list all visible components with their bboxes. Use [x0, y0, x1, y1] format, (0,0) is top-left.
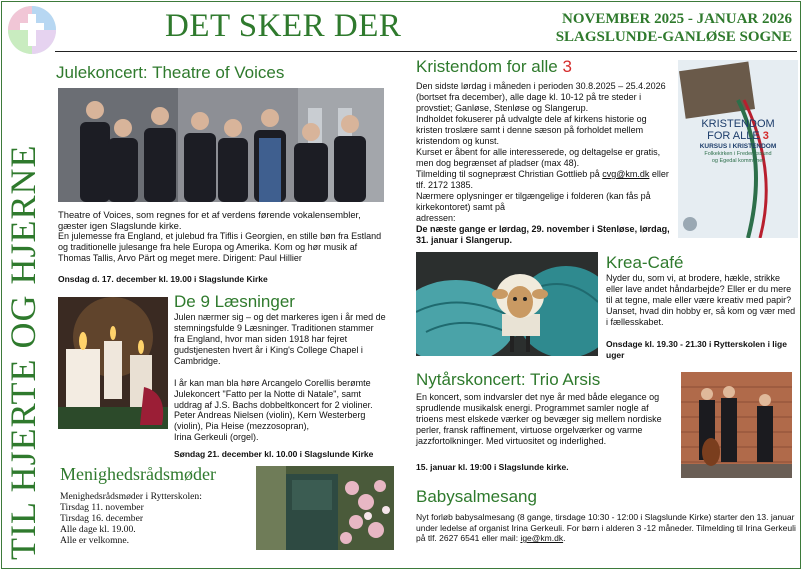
folder-text — [678, 118, 798, 165]
vertical-title: TIL HJERTE OG HJERNE — [3, 144, 43, 560]
kristendom-title — [416, 57, 572, 77]
laesninger-title: De 9 Læsninger — [174, 292, 295, 311]
menighed-schedule — [60, 491, 202, 546]
menighed-line: Alle er velkomne. — [60, 535, 129, 546]
kristendom-title-text: Kristendom for alle — [416, 57, 558, 76]
kristendom-p6: adressen: — [416, 213, 456, 223]
kristendom-p4-phone: eller tlf. 2172 1385. — [416, 169, 669, 190]
masthead-title: DET SKER DER — [165, 8, 402, 44]
menighed-line: Tirsdag 16. december — [60, 513, 144, 524]
folder-line4: Folkekirken i Frederikssund — [704, 151, 772, 157]
performers-line: (violin), Pia Heise (mezzosopran), — [174, 421, 310, 431]
kristendom-title-num: 3 — [562, 57, 572, 76]
julekoncert-lead: Theatre of Voices, som regnes for et af verdens førende vokalensembler, gæster igen Slagslunde kirke. — [58, 209, 361, 231]
laesninger-program: I år kan man bla høre Arcangelo Corellis berømte Julekoncert "Fatto per la Notte di Natale", samt uddrag af J.S. Bachs dobbeltkoncert for 2 violiner. — [174, 378, 373, 410]
krea-body: Nyder du, som vi, at brodere, hækle, strikke eller lave andet håndarbejde? Eller er du mere til at tegne, male eller være kreativ med papir? Uanset, hvad din hobby er, så kom og vær med i fællesskabet. — [606, 273, 796, 327]
julekoncert-body: En julemesse fra England, et julebud fra Tiflis i Georgien, en stille bøn fra Estland og traditionelle julesange fra hele Europa og Amerika. Kom og hør musik af Thomas Tallis, Arvo Pärt og meget mere. Dirigent: Paul Hillier — [58, 231, 382, 263]
masthead-rule — [55, 51, 797, 52]
performers-line: Irina Gerkeuli (orgel). — [174, 432, 259, 442]
nytaar-body: En koncert, som indvarsler det nye år med både elegance og sprudlende musikalsk energi. Programmet samler nogle af trioens mest elskede værker og bevæger sig mellem nordiske perler, fransk raffinement, virtuose orgelværker og varme jazzfortolkninger. Med virtuositet og inderlighed. — [416, 392, 662, 446]
krea-title: Krea-Café — [606, 253, 684, 272]
church-logo — [6, 4, 58, 56]
baby-email-link[interactable]: ige@km.dk — [520, 533, 564, 543]
baby-text: Nyt forløb babysalmesang (8 gange, tirsdage 10:30 - 12:00 i Slagslunde Kirke) starter den 13. januar under ledelse af organist Irina Gerkeuli. For børn i alderen 3 -12 måneder. Tilmelding til Irina Gerkeuli på tlf. 2627 6541 eller mail: — [416, 512, 796, 543]
kristendom-p1: Den sidste lørdag i måneden i perioden 30.8.2025 – 25.4.2026 (bortset fra december), alle dage kl. 10-12 på tre steder i provstiet; Ganløse, Stenløse og Slangerup. — [416, 81, 666, 113]
masthead-date-block — [556, 10, 792, 46]
laesninger-when: Søndag 21. december kl. 10.00 i Slagslunde Kirke — [174, 449, 374, 459]
kristendom-p4-text: Tilmelding til sognepræst Christian Gottlieb på — [416, 169, 603, 179]
julekoncert-when: Onsdag d. 17. december kl. 19.00 i Slagslunde Kirke — [58, 274, 268, 284]
menighed-line: Menighedsrådsmøder i Rytterskolen: — [60, 491, 202, 502]
trio-photo — [681, 372, 792, 478]
folder-line1: KRISTENDOM — [701, 118, 775, 130]
masthead-period: NOVEMBER 2025 - JANUAR 2026 — [562, 11, 792, 27]
masthead-parish: SLAGSLUNDE-GANLØSE SOGNE — [555, 29, 792, 45]
nytaar-title: Nytårskoncert: Trio Arsis — [416, 370, 601, 389]
course-folder-image — [678, 60, 798, 238]
menighed-line: Alle dage kl. 19.00. — [60, 524, 136, 535]
kristendom-p3: Kurset er åbent for alle interesserede, og deltagelse er gratis, men dog begrænset af pladser (max 48). — [416, 147, 661, 168]
ensemble-photo — [58, 88, 384, 202]
baby-title: Babysalmesang — [416, 487, 537, 506]
kristendom-email-link[interactable]: cvg@km.dk — [602, 169, 650, 179]
candles-photo — [58, 297, 168, 429]
folder-line5: og Egedal kommuner — [711, 158, 765, 164]
laesninger-intro: Julen nærmer sig – og det markeres igen i år med de stemningsfulde 9 Læsninger. Traditionen stammer fra England, hvor man siden 1918 har fejret gudstjenesten hvert år i King's College Chapel i Cambridge. — [174, 312, 386, 366]
knitting-sheep-photo — [416, 252, 598, 356]
kristendom-p2: Indholdet fokuserer på udvalgte dele af kirkens historie og kristen troslære samt i denne sæson på forholdet mellem kristendom og kunst. — [416, 114, 647, 146]
folder-line2: FOR ALLE 3 — [707, 130, 769, 142]
laesninger-performers — [174, 410, 386, 443]
julekoncert-title: Julekoncert: Theatre of Voices — [56, 63, 285, 82]
nytaar-when: 15. januar kl. 19:00 i Slagslunde kirke. — [416, 462, 569, 472]
folder-line3: KURSUS I KRISTENDOM — [699, 143, 777, 150]
kristendom-next-dates: De næste gange er lørdag, 29. november i Stenløse, lørdag, 31. januar i Slangerup. — [416, 224, 670, 245]
performers-line: Peter Andreas Nielsen (violin), Kern Westerberg — [174, 410, 366, 420]
menighed-line: Tirsdag 11. november — [60, 502, 144, 513]
kristendom-p5: Nærmere oplysninger er tilgængelige i folderen (kan fås på kirkekontoret) samt på — [416, 191, 651, 212]
kristendom-body — [416, 81, 674, 246]
baby-body: Nyt forløb babysalmesang (8 gange, tirsdage 10:30 - 12:00 i Slagslunde Kirke) starter den 13. januar under ledelse af organist Irina Gerkeuli. For børn i alderen 3 -12 måneder. Tilmelding til Irina Gerkeuli på tlf. 2627 6541 eller mail: ige@km.dk. — [416, 512, 796, 543]
door-flowers-photo — [256, 466, 394, 550]
menighed-title: Menighedsrådsmøder — [60, 464, 216, 484]
kristendom-p4 — [416, 169, 674, 191]
krea-when: Onsdage kl. 19.30 - 21.30 i Rytterskolen i lige uger — [606, 339, 787, 360]
